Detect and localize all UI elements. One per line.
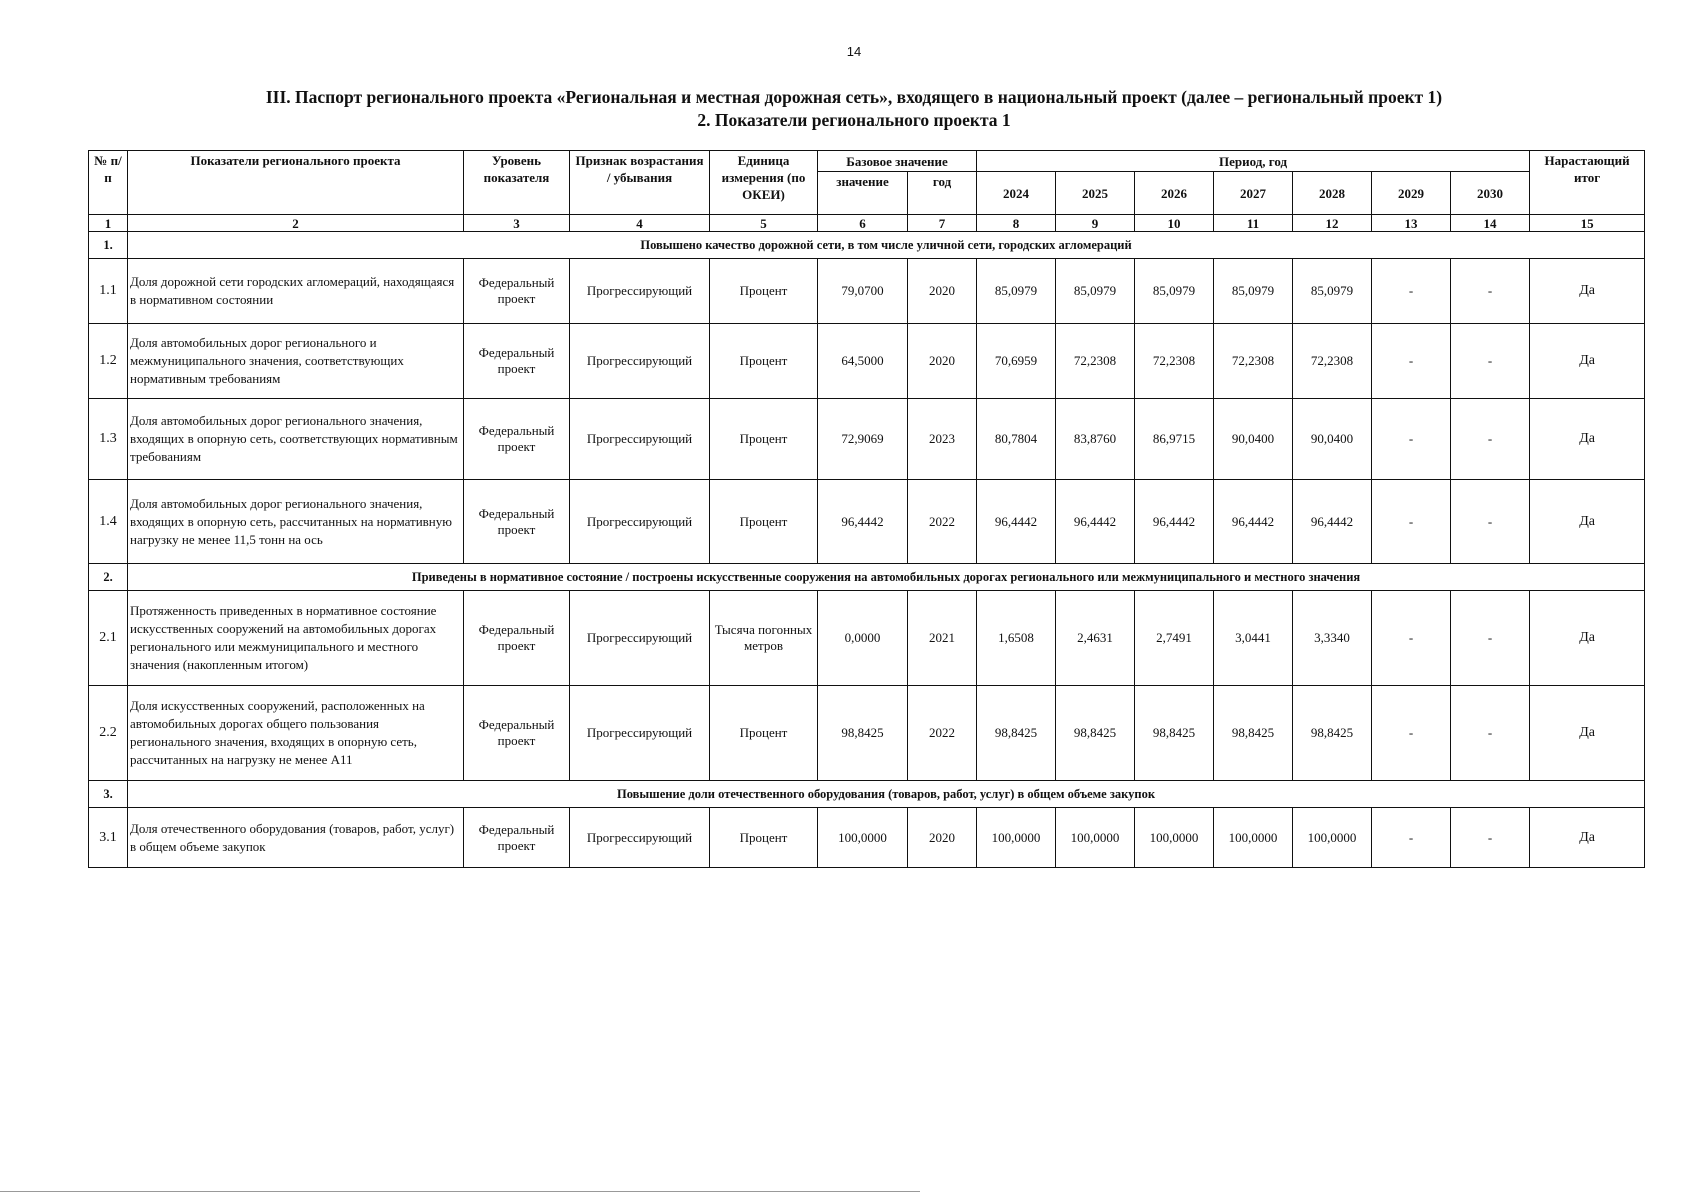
year-value-2027: 100,0000 — [1214, 808, 1293, 868]
base-value: 72,9069 — [818, 399, 908, 480]
year-value-2028: 96,4442 — [1293, 480, 1372, 564]
year-value-2025: 83,8760 — [1056, 399, 1135, 480]
indicator-row — [89, 808, 1645, 868]
year-value-2030: - — [1451, 808, 1530, 868]
year-value-2029: - — [1372, 686, 1451, 781]
column-number: 1 — [89, 215, 128, 232]
year-value-2027: 3,0441 — [1214, 591, 1293, 686]
column-number: 14 — [1451, 215, 1530, 232]
indicator-num: 1.2 — [89, 324, 128, 399]
year-value-2026: 2,7491 — [1135, 591, 1214, 686]
indicator-sign: Прогрессирующий — [570, 480, 710, 564]
indicator-unit: Процент — [710, 399, 818, 480]
year-value-2030: - — [1451, 686, 1530, 781]
year-value-2029: - — [1372, 259, 1451, 324]
year-value-2025: 96,4442 — [1056, 480, 1135, 564]
section-row — [89, 781, 1645, 808]
year-value-2025: 85,0979 — [1056, 259, 1135, 324]
indicator-unit: Процент — [710, 686, 818, 781]
base-value: 96,4442 — [818, 480, 908, 564]
base-value: 79,0700 — [818, 259, 908, 324]
page-title — [0, 86, 1708, 132]
column-number: 15 — [1530, 215, 1645, 232]
indicator-num: 1.4 — [89, 480, 128, 564]
title-line-2: 2. Показатели регионального проекта 1 — [697, 110, 1011, 130]
column-number: 10 — [1135, 215, 1214, 232]
indicator-num: 3.1 — [89, 808, 128, 868]
indicator-num: 1.1 — [89, 259, 128, 324]
section-title: Приведены в нормативное состояние / построены искусственные сооружения на автомобильных дорогах регионального или межмуниципального и местного значения — [128, 564, 1645, 591]
indicator-level: Федеральный проект — [464, 591, 570, 686]
section-num: 3. — [89, 781, 128, 808]
column-number: 11 — [1214, 215, 1293, 232]
year-value-2030: - — [1451, 259, 1530, 324]
year-value-2025: 72,2308 — [1056, 324, 1135, 399]
header-cumulative: Нарастающий итог — [1530, 151, 1645, 215]
indicator-row — [89, 480, 1645, 564]
header-year-2025: 2025 — [1056, 172, 1135, 215]
indicator-level: Федеральный проект — [464, 808, 570, 868]
year-value-2026: 72,2308 — [1135, 324, 1214, 399]
year-value-2029: - — [1372, 808, 1451, 868]
section-row — [89, 564, 1645, 591]
year-value-2025: 98,8425 — [1056, 686, 1135, 781]
year-value-2024: 80,7804 — [977, 399, 1056, 480]
indicator-num: 2.1 — [89, 591, 128, 686]
indicator-name: Протяженность приведенных в нормативное состояние искусственных сооружений на автомобильных дорогах регионального или межмуниципального и местного значения (накопленным итогом) — [128, 591, 464, 686]
year-value-2027: 72,2308 — [1214, 324, 1293, 399]
column-number: 9 — [1056, 215, 1135, 232]
section-title: Повышено качество дорожной сети, в том числе уличной сети, городских агломераций — [128, 232, 1645, 259]
header-unit: Единица измерения (по ОКЕИ) — [710, 151, 818, 215]
year-value-2024: 100,0000 — [977, 808, 1056, 868]
header-sign: Признак возрастания / убывания — [570, 151, 710, 215]
indicator-sign: Прогрессирующий — [570, 591, 710, 686]
base-year: 2020 — [908, 808, 977, 868]
base-value: 0,0000 — [818, 591, 908, 686]
year-value-2030: - — [1451, 480, 1530, 564]
year-value-2028: 85,0979 — [1293, 259, 1372, 324]
header-base: Базовое значение — [818, 151, 977, 172]
indicator-sign: Прогрессирующий — [570, 686, 710, 781]
indicator-name: Доля автомобильных дорог регионального значения, входящих в опорную сеть, соответствующих нормативным требованиям — [128, 399, 464, 480]
cumulative-value: Да — [1530, 591, 1645, 686]
base-value: 98,8425 — [818, 686, 908, 781]
year-value-2027: 98,8425 — [1214, 686, 1293, 781]
header-year-2028: 2028 — [1293, 172, 1372, 215]
cumulative-value: Да — [1530, 399, 1645, 480]
year-value-2026: 100,0000 — [1135, 808, 1214, 868]
indicator-name: Доля автомобильных дорог регионального значения, входящих в опорную сеть, рассчитанных на нормативную нагрузку не менее 11,5 тонн на ось — [128, 480, 464, 564]
year-value-2030: - — [1451, 324, 1530, 399]
title-line-1: III. Паспорт регионального проекта «Региональная и местная дорожная сеть», входящего в национальный проект (далее – региональный проект 1) — [265, 87, 1443, 107]
indicator-level: Федеральный проект — [464, 259, 570, 324]
year-value-2024: 98,8425 — [977, 686, 1056, 781]
year-value-2024: 85,0979 — [977, 259, 1056, 324]
indicator-unit: Тысяча погонных метров — [710, 591, 818, 686]
base-year: 2020 — [908, 324, 977, 399]
column-number: 3 — [464, 215, 570, 232]
column-number: 2 — [128, 215, 464, 232]
indicator-name: Доля автомобильных дорог регионального и межмуниципального значения, соответствующих нормативным требованиям — [128, 324, 464, 399]
column-number: 4 — [570, 215, 710, 232]
year-value-2024: 1,6508 — [977, 591, 1056, 686]
indicator-sign: Прогрессирующий — [570, 399, 710, 480]
cumulative-value: Да — [1530, 480, 1645, 564]
section-num: 1. — [89, 232, 128, 259]
base-year: 2020 — [908, 259, 977, 324]
indicator-sign: Прогрессирующий — [570, 808, 710, 868]
year-value-2028: 100,0000 — [1293, 808, 1372, 868]
indicator-row — [89, 324, 1645, 399]
cumulative-value: Да — [1530, 324, 1645, 399]
indicator-num: 1.3 — [89, 399, 128, 480]
year-value-2029: - — [1372, 480, 1451, 564]
year-value-2028: 98,8425 — [1293, 686, 1372, 781]
header-base-value: значение — [818, 172, 908, 215]
column-number: 5 — [710, 215, 818, 232]
year-value-2027: 96,4442 — [1214, 480, 1293, 564]
column-number: 6 — [818, 215, 908, 232]
indicator-row — [89, 259, 1645, 324]
header-year-2024: 2024 — [977, 172, 1056, 215]
header-year-2030: 2030 — [1451, 172, 1530, 215]
indicator-level: Федеральный проект — [464, 480, 570, 564]
year-value-2028: 90,0400 — [1293, 399, 1372, 480]
header-period: Период, год — [977, 151, 1530, 172]
column-number: 13 — [1372, 215, 1451, 232]
indicator-level: Федеральный проект — [464, 324, 570, 399]
indicator-num: 2.2 — [89, 686, 128, 781]
section-num: 2. — [89, 564, 128, 591]
indicator-name: Доля дорожной сети городских агломераций, находящаяся в нормативном состоянии — [128, 259, 464, 324]
indicator-sign: Прогрессирующий — [570, 324, 710, 399]
year-value-2026: 96,4442 — [1135, 480, 1214, 564]
year-value-2026: 85,0979 — [1135, 259, 1214, 324]
base-year: 2023 — [908, 399, 977, 480]
indicator-unit: Процент — [710, 808, 818, 868]
column-number: 7 — [908, 215, 977, 232]
section-title: Повышение доли отечественного оборудования (товаров, работ, услуг) в общем объеме закупок — [128, 781, 1645, 808]
base-year: 2022 — [908, 480, 977, 564]
indicator-unit: Процент — [710, 480, 818, 564]
year-value-2030: - — [1451, 591, 1530, 686]
indicator-row — [89, 399, 1645, 480]
year-value-2024: 70,6959 — [977, 324, 1056, 399]
year-value-2029: - — [1372, 591, 1451, 686]
base-year: 2021 — [908, 591, 977, 686]
indicators-table — [88, 150, 1645, 868]
indicator-level: Федеральный проект — [464, 399, 570, 480]
section-row — [89, 232, 1645, 259]
year-value-2028: 3,3340 — [1293, 591, 1372, 686]
indicator-name: Доля отечественного оборудования (товаров, работ, услуг) в общем объеме закупок — [128, 808, 464, 868]
header-indicator: Показатели регионального проекта — [128, 151, 464, 215]
base-year: 2022 — [908, 686, 977, 781]
header-year-2027: 2027 — [1214, 172, 1293, 215]
header-num: № п/п — [89, 151, 128, 215]
column-number: 12 — [1293, 215, 1372, 232]
header-base-year: год — [908, 172, 977, 215]
year-value-2025: 2,4631 — [1056, 591, 1135, 686]
indicator-unit: Процент — [710, 259, 818, 324]
cumulative-value: Да — [1530, 259, 1645, 324]
year-value-2028: 72,2308 — [1293, 324, 1372, 399]
year-value-2029: - — [1372, 399, 1451, 480]
base-value: 64,5000 — [818, 324, 908, 399]
bottom-rule — [0, 1191, 920, 1192]
year-value-2026: 86,9715 — [1135, 399, 1214, 480]
base-value: 100,0000 — [818, 808, 908, 868]
indicator-level: Федеральный проект — [464, 686, 570, 781]
year-value-2027: 85,0979 — [1214, 259, 1293, 324]
indicator-row — [89, 591, 1645, 686]
header-year-2029: 2029 — [1372, 172, 1451, 215]
column-number: 8 — [977, 215, 1056, 232]
indicator-sign: Прогрессирующий — [570, 259, 710, 324]
year-value-2030: - — [1451, 399, 1530, 480]
header-level: Уровень показателя — [464, 151, 570, 215]
page-number: 14 — [846, 44, 862, 59]
year-value-2025: 100,0000 — [1056, 808, 1135, 868]
cumulative-value: Да — [1530, 808, 1645, 868]
cumulative-value: Да — [1530, 686, 1645, 781]
year-value-2024: 96,4442 — [977, 480, 1056, 564]
header-year-2026: 2026 — [1135, 172, 1214, 215]
year-value-2029: - — [1372, 324, 1451, 399]
year-value-2026: 98,8425 — [1135, 686, 1214, 781]
indicator-name: Доля искусственных сооружений, расположенных на автомобильных дорогах общего пользования регионального значения, входящих в опорную сеть, рассчитанных на нагрузку не менее А11 — [128, 686, 464, 781]
year-value-2027: 90,0400 — [1214, 399, 1293, 480]
indicator-row — [89, 686, 1645, 781]
indicator-unit: Процент — [710, 324, 818, 399]
